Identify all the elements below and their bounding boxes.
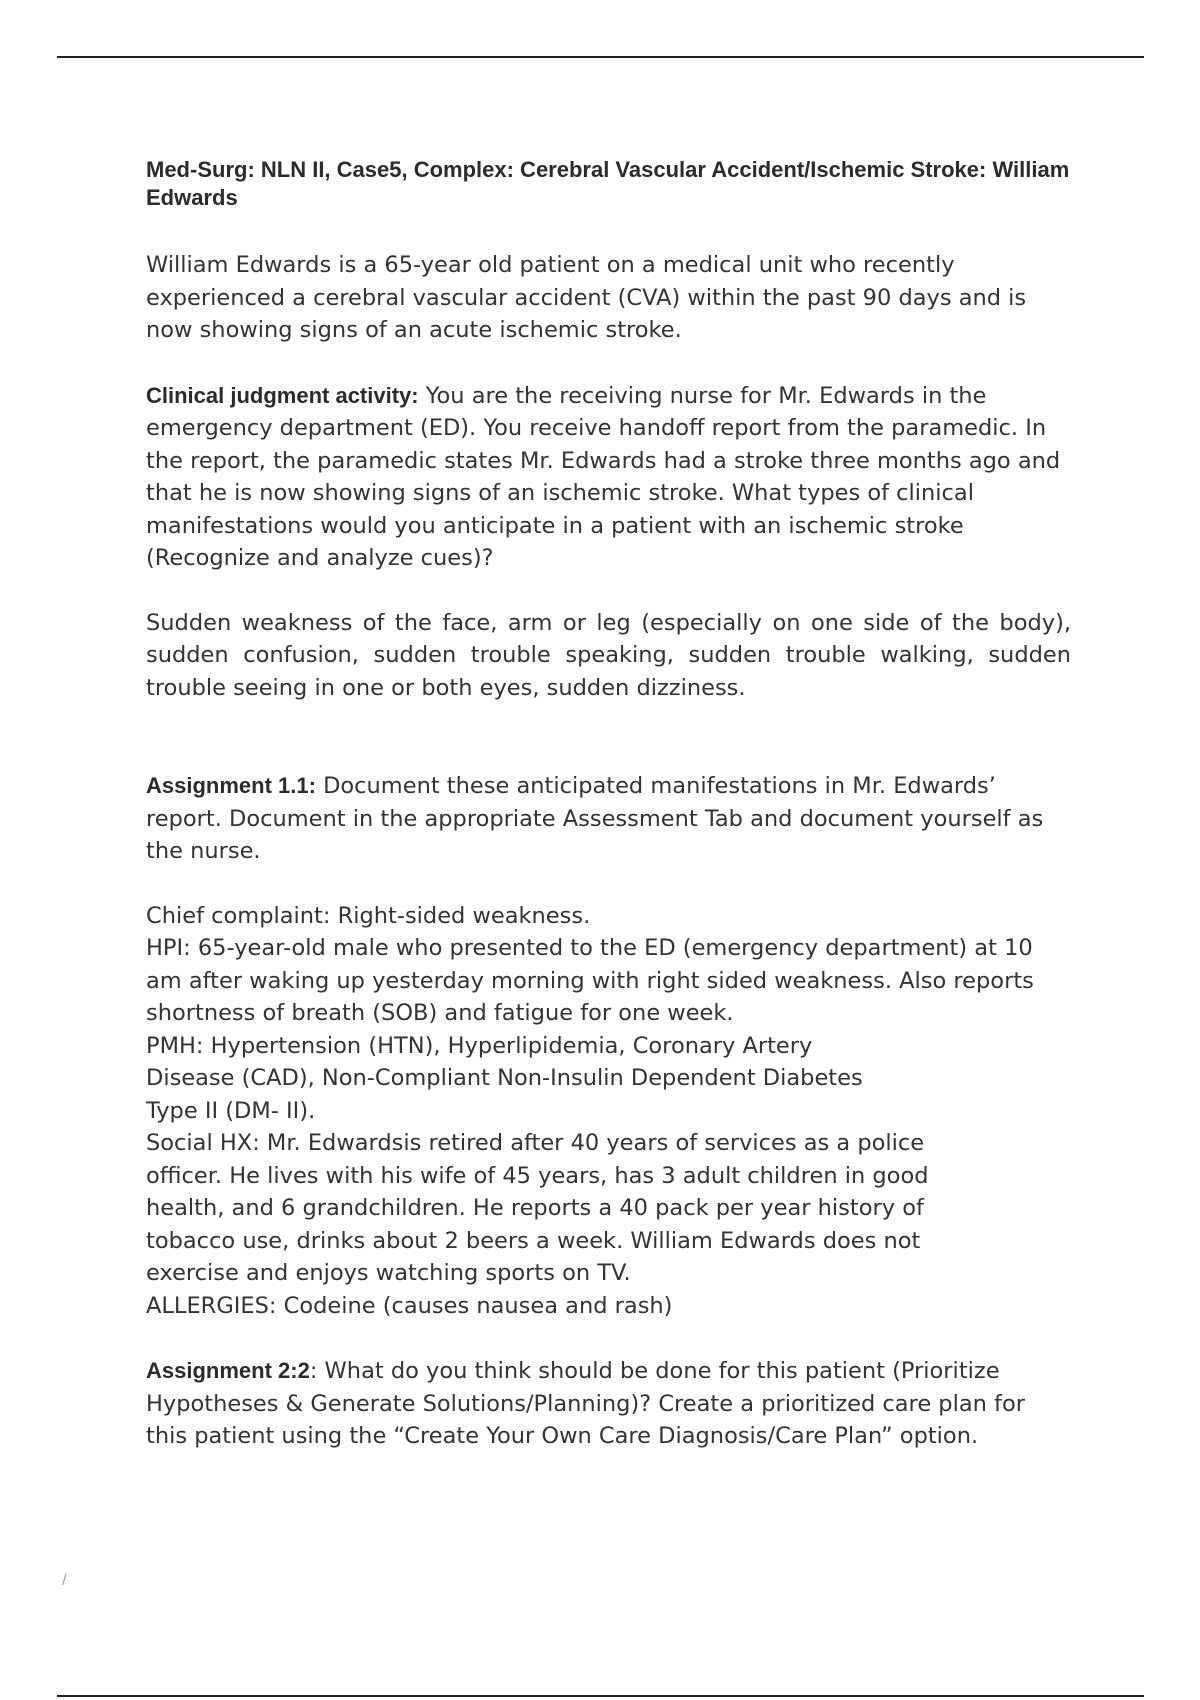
assignment-1-label: Assignment 1.1: bbox=[146, 773, 316, 798]
clinical-activity-label: Clinical judgment activity: bbox=[146, 382, 419, 408]
pmh: PMH: Hypertension (HTN), Hyperlipidemia, Coronary Artery Disease (CAD), Non-Compliant Non-Insulin Dependent Diabetes Type II (DM- II). bbox=[146, 1032, 863, 1124]
top-divider bbox=[57, 56, 1144, 58]
bottom-divider bbox=[57, 1695, 1144, 1697]
allergies: ALLERGIES: Codeine (causes nausea and rash) bbox=[146, 1292, 673, 1319]
intro-paragraph: William Edwards is a 65-year old patient on a medical unit who recently experienced a cerebral vascular accident (CVA) within the past 90 days and is now showing signs of an acute ischemic stroke. bbox=[146, 252, 1027, 343]
clinical-activity-paragraph bbox=[146, 380, 1071, 575]
assignment-1-paragraph bbox=[146, 770, 1071, 868]
document-title: Med-Surg: NLN II, Case5, Complex: Cerebral Vascular Accident/Ischemic Stroke: William Edwards bbox=[146, 157, 1070, 210]
manifestations-answer: Sudden weakness of the face, arm or leg (especially on one side of the body), sudden confusion, sudden trouble speaking, sudden trouble walking, sudden trouble seeing in one or both eyes, sudden dizziness. bbox=[146, 609, 1071, 701]
hpi: HPI: 65-year-old male who presented to the ED (emergency department) at 10 am after waking up yesterday morning with right sided weakness. Also reports shortness of breath (SOB) and fatigue for one week. bbox=[146, 935, 1034, 1026]
assignment-2-text: : What do you think should be done for this patient (Prioritize Hypotheses & Generate Solutions/Planning)? Create a prioritized care plan for this patient using the “Create Your Own Care Diagnosis/Care Plan” option. bbox=[146, 1358, 1025, 1449]
assignment-1-text: Document these anticipated manifestations in Mr. Edwards’ report. Document in the appropriate Assessment Tab and document yourself as the nurse. bbox=[146, 773, 1044, 864]
document-content bbox=[146, 156, 1071, 1453]
clinical-activity-text: You are the receiving nurse for Mr. Edwards in the emergency department (ED). You receive handoff report from the paramedic. In the report, the paramedic states Mr. Edwards had a stroke three months ago and that he is now showing signs of an ischemic stroke. What types of clinical manifestations would you anticipate in a patient with an ischemic stroke (Recognize and analyze cues)? bbox=[146, 382, 1061, 571]
assignment-2-label: Assignment 2:2 bbox=[146, 1358, 310, 1383]
social-history: Social HX: Mr. Edwardsis retired after 40 years of services as a police officer. He lives with his wife of 45 years, has 3 adult children in good health, and 6 grandchildren. He reports a 40 pack per year history of tobacco use, drinks about 2 beers a week. William Edwards does not exercise and enjoys watching sports on TV. bbox=[146, 1130, 929, 1286]
patient-report bbox=[146, 900, 1071, 1323]
chief-complaint: Chief complaint: Right-sided weakness. bbox=[146, 902, 591, 929]
page-mark: / bbox=[62, 1572, 67, 1588]
assignment-2-paragraph bbox=[146, 1355, 1071, 1453]
